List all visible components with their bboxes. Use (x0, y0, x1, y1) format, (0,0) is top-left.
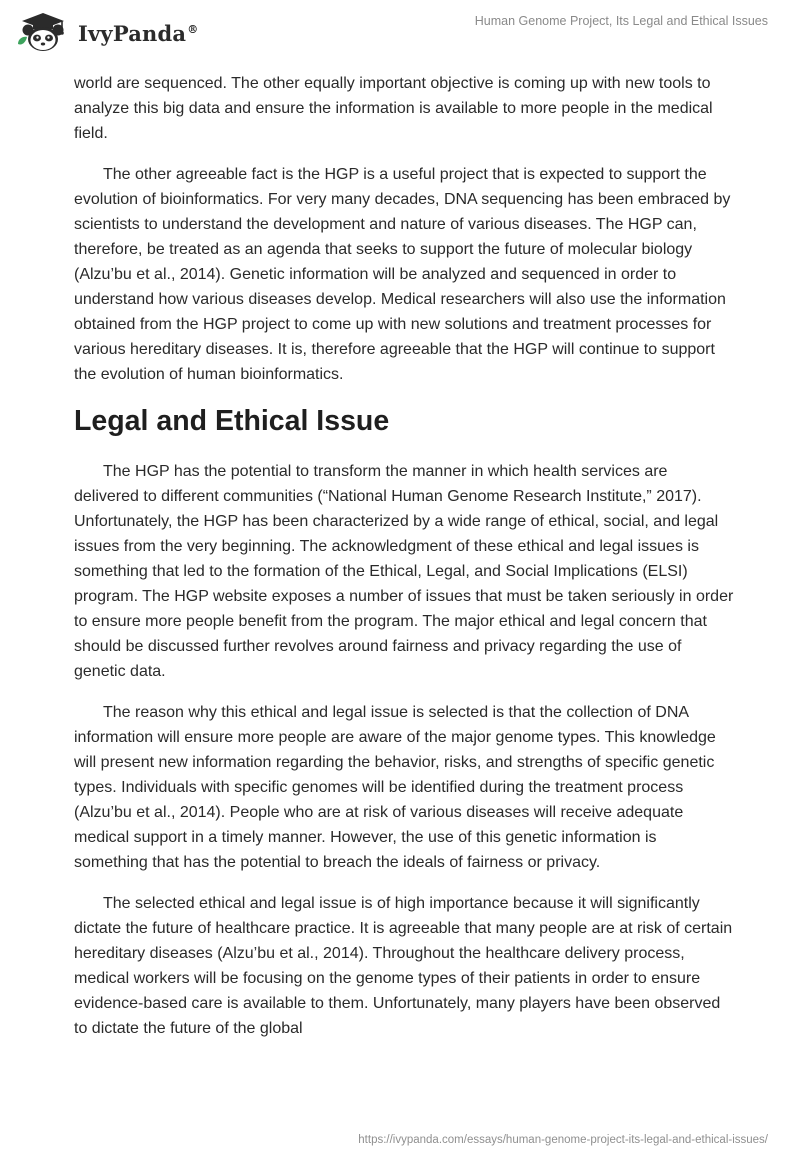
source-url[interactable]: https://ivypanda.com/essays/human-genome-project-its-legal-and-ethical-issues/ (358, 1134, 768, 1146)
paragraph-bioinformatics: The other agreeable fact is the HGP is a useful project that is expected to support the evolution of bioinformatics. For very many decades, DNA sequencing has been embraced by scientists to understand the development and nature of various diseases. The HGP can, therefore, be treated as an agenda that seeks to support the future of molecular biology (Alzu’bu et al., 2014). Genetic information will be analyzed and sequenced in order to understand how various diseases develop. Medical researchers will also use the information obtained from the HGP project to come up with new solutions and treatment processes for various hereditary diseases. It is, therefore agreeable that the HGP will continue to support the evolution of human bioinformatics. (74, 166, 731, 383)
paragraph-intro: world are sequenced. The other equally important objective is coming up with new tools to analyze this big data and ensure the information is available to more people in the medical field. (74, 75, 713, 142)
brand-logo[interactable] (14, 10, 198, 52)
essay-body (74, 71, 734, 1057)
section-heading: Legal and Ethical Issue (74, 405, 390, 437)
page-header (0, 0, 800, 62)
paragraph-legal-1: The HGP has the potential to transform the manner in which health services are delivered to different communities (“National Human Genome Research Institute,” 2017). Unfortunately, the HGP has been characterized by a wide range of ethical, social, and legal issues from the very beginning. The acknowledgment of these ethical and legal issues is something that led to the formation of the Ethical, Legal, and Social Implications (ELSI) program. The HGP website exposes a number of issues that must be taken seriously in order to ensure more people benefit from the program. The major ethical and legal concern that should be discussed further revolves around fairness and privacy regarding the use of genetic data. (74, 463, 734, 680)
registered-mark: ® (187, 22, 199, 36)
brand-name: IvyPanda® (78, 20, 199, 46)
paragraph-legal-2: The reason why this ethical and legal issue is selected is that the collection of DNA information will ensure more people are aware of the major genome types. This knowledge will present new information regarding the behavior, risks, and strengths of specific genetic types. Individuals with specific genomes will be identified during the treatment process (Alzu’bu et al., 2014). People who are at risk of various diseases will receive adequate medical support in a timely manner. However, the use of this genetic information is something that has the potential to breach the ideals of fairness or privacy. (74, 704, 716, 871)
document-title: Human Genome Project, Its Legal and Ethical Issues (474, 14, 768, 28)
paragraph-legal-3: The selected ethical and legal issue is of high importance because it will significantly dictate the future of healthcare practice. It is agreeable that many people are at risk of certain hereditary diseases (Alzu’bu et al., 2014). Throughout the healthcare delivery process, medical workers will be focusing on the genome types of their patients in order to ensure evidence-based care is available to them. Unfortunately, many players have been observed to dictate the future of the global (74, 895, 733, 1037)
panda-graduate-icon (14, 10, 72, 52)
